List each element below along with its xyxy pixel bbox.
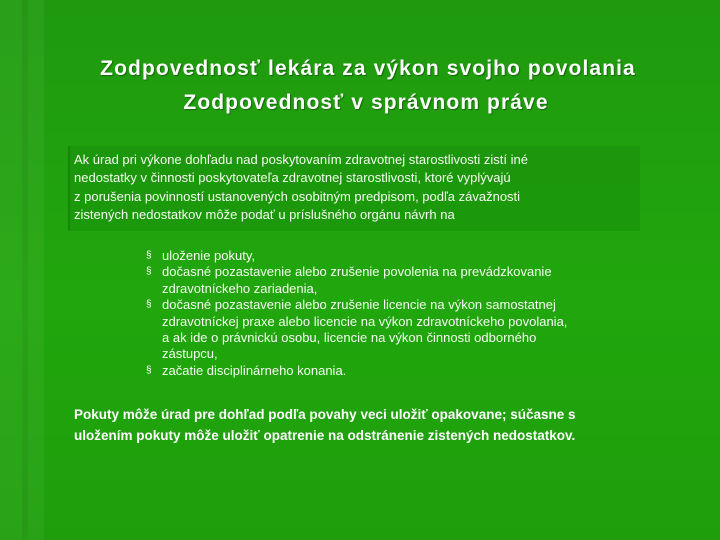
slide-title: Zodpovednosť lekára za výkon svojho povolania [100,57,636,80]
list-item [146,248,676,264]
footer-line: Pokuty môže úrad pre dohľad podľa povahy veci uložiť opakovane; súčasne s [74,407,576,422]
section-bullet-icon: § [146,299,152,311]
list-item-line: dočasné pozastavenie alebo zrušenie licencie na výkon samostatnej [162,297,556,313]
list-item-line: začatie disciplinárneho konania. [162,362,347,378]
list-item-line: dočasné pozastavenie alebo zrušenie povolenia na prevádzkovanie [162,264,552,280]
list-item [146,264,676,297]
footer-paragraph [74,404,684,446]
footer-line: uložením pokuty môže uložiť opatrenie na odstránenie zistených nedostatkov. [74,428,576,443]
intro-line: Ak úrad pri výkone dohľadu nad poskytovaním zdravotnej starostlivosti zistí iné [74,152,528,167]
intro-line: zistených nedostatkov môže podať u príslušného orgánu návrh na [74,207,455,223]
list-item-line: zdravotníckej praxe alebo licencie na výkon zdravotníckeho povolania, [162,313,568,329]
list-item-line: zdravotníckeho zariadenia, [162,280,318,296]
list-item-line: a ak ide o právnickú osobu, licencie na výkon činnosti odborného [162,330,537,346]
list-item [146,363,676,379]
section-bullet-icon: § [146,364,152,376]
background-band-accent [22,0,28,540]
section-bullet-icon: § [146,266,152,278]
intro-paragraph [74,151,654,225]
list-item [146,297,676,363]
slide-subtitle: Zodpovednosť v správnom práve [183,91,549,114]
intro-line: z porušenia povinností ustanovených osobitným predpisom, podľa závažnosti [74,188,521,204]
measures-list [146,248,676,379]
intro-line: nedostatky v činnosti poskytovateľa zdravotnej starostlivosti, ktoré vyplývajú [74,170,511,186]
list-item-line: zástupcu, [162,346,218,362]
list-item-line: uloženie pokuty, [162,248,255,263]
section-bullet-icon: § [146,250,152,261]
